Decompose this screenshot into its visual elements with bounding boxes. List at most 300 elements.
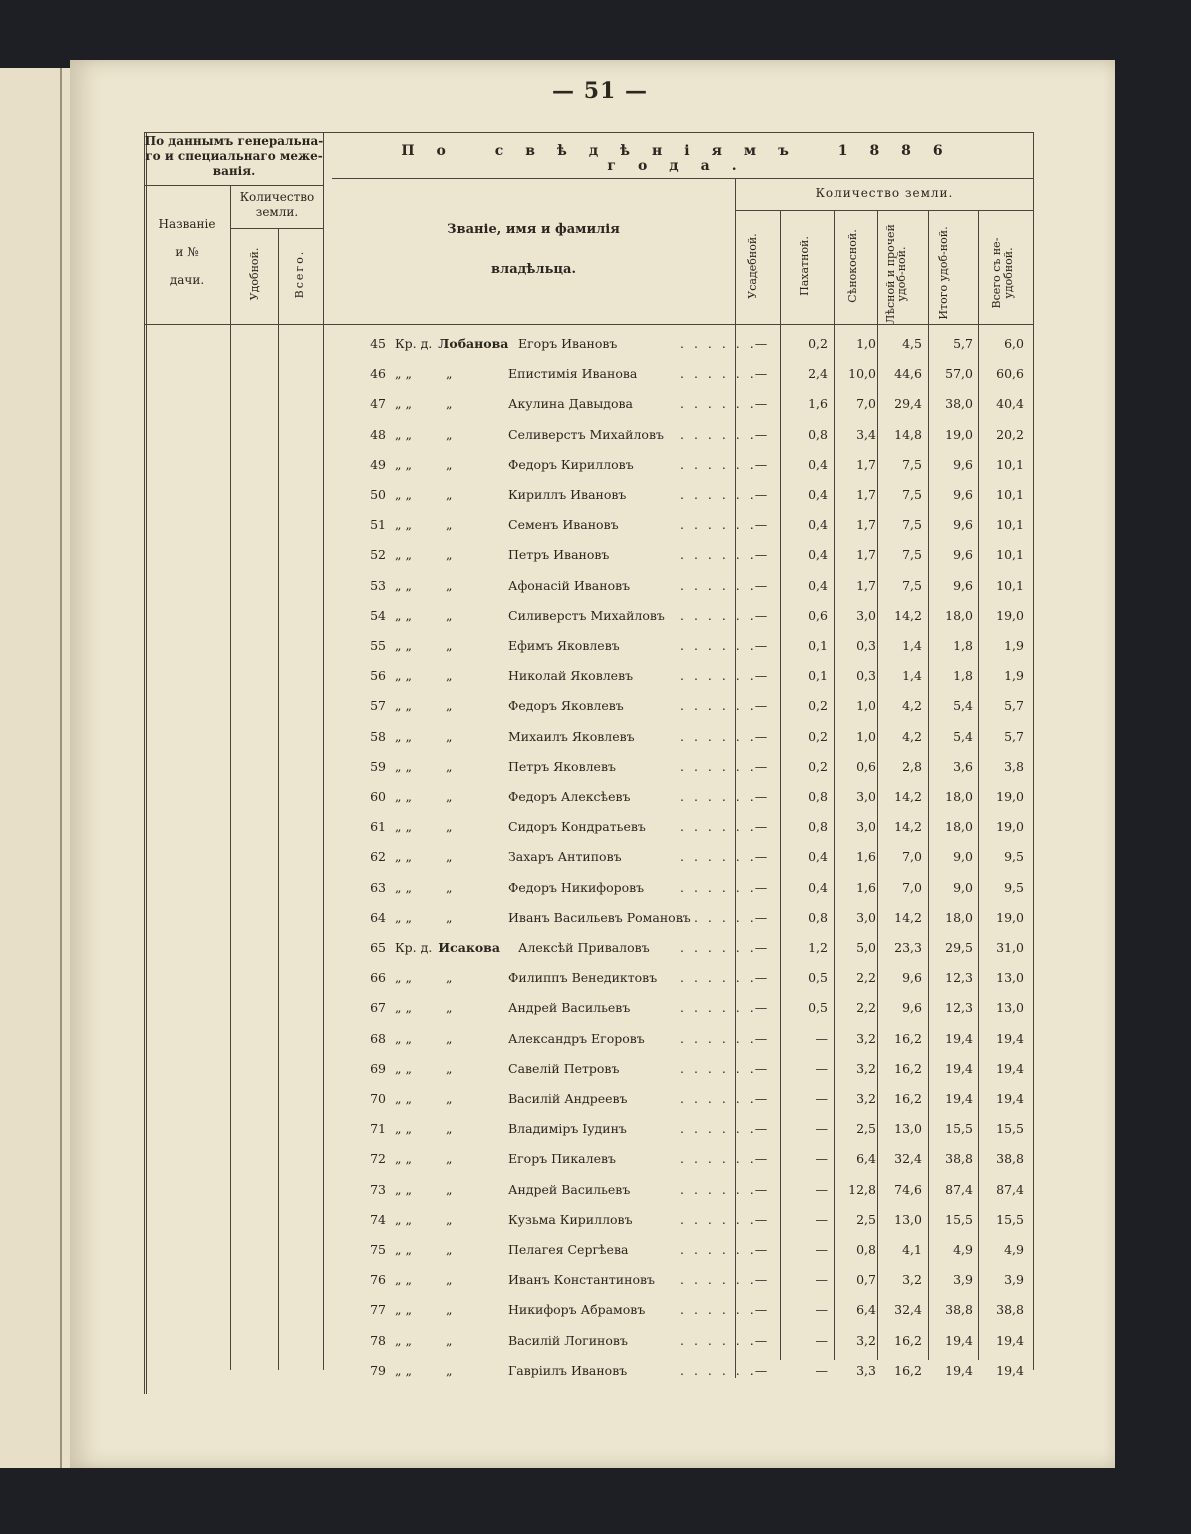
cell-l: 14,2 bbox=[894, 819, 922, 835]
cell-n: 75 bbox=[370, 1242, 386, 1257]
table-row bbox=[70, 753, 1115, 783]
cell-u: — bbox=[754, 668, 768, 684]
cell-i: 9,6 bbox=[953, 517, 973, 533]
village-text: „ bbox=[445, 638, 453, 653]
cell-p: — bbox=[815, 1302, 828, 1318]
cell-n: 57 bbox=[370, 698, 386, 714]
cell-name: Василій Андреевъ bbox=[508, 1091, 628, 1106]
leader-dots: . . . . . . bbox=[680, 1242, 757, 1257]
cell-p: 0,4 bbox=[808, 577, 828, 593]
owner-rank bbox=[395, 638, 505, 653]
leader-dots: . . . . . . bbox=[680, 1151, 757, 1167]
cell-name: Захаръ Антиповъ bbox=[508, 849, 622, 865]
owner-rank bbox=[395, 819, 505, 834]
cell-u: — bbox=[754, 396, 768, 412]
leader-dots: . . . . . . bbox=[680, 819, 757, 835]
cell-s: 6,4 bbox=[856, 1151, 876, 1167]
header-vsego: Всего. bbox=[293, 249, 306, 299]
cell-t: 19,0 bbox=[996, 909, 1024, 925]
village-text: „ bbox=[445, 1332, 453, 1348]
cell-name: Сидоръ Кондратьевъ bbox=[508, 819, 646, 835]
table-row bbox=[70, 1327, 1115, 1357]
cell-p: — bbox=[815, 1362, 828, 1378]
cell-u: — bbox=[754, 789, 768, 804]
rank-text: „ „ bbox=[395, 1302, 412, 1318]
rank-text: „ „ bbox=[395, 487, 412, 502]
document-page bbox=[70, 60, 1115, 1468]
cell-l: 4,1 bbox=[902, 1242, 922, 1257]
cell-n: 58 bbox=[370, 728, 386, 744]
cell-name: Епистимія Иванова bbox=[508, 366, 638, 382]
rank-text: „ „ bbox=[395, 789, 412, 804]
cell-t: 87,4 bbox=[996, 1181, 1024, 1197]
cell-i: 9,6 bbox=[953, 547, 973, 563]
cell-l: 9,6 bbox=[902, 970, 922, 986]
village-text: „ bbox=[445, 547, 453, 563]
rank-text: „ „ bbox=[395, 819, 412, 835]
cell-name: Михаилъ Яковлевъ bbox=[508, 728, 635, 744]
cell-n: 46 bbox=[370, 366, 386, 382]
cell-i: 57,0 bbox=[945, 366, 973, 382]
cell-i: 5,4 bbox=[953, 728, 973, 744]
cell-n: 74 bbox=[370, 1211, 386, 1227]
village-text: „ bbox=[445, 1151, 453, 1167]
cell-p: 0,4 bbox=[808, 849, 828, 865]
table-row bbox=[70, 330, 1115, 360]
owner-rank bbox=[395, 1363, 505, 1378]
owner-rank bbox=[395, 336, 509, 351]
owner-rank bbox=[395, 1121, 505, 1136]
table-row bbox=[70, 511, 1115, 541]
village-text: Лобанова bbox=[438, 336, 509, 351]
village-text: „ bbox=[445, 970, 453, 986]
cell-i: 18,0 bbox=[945, 789, 973, 804]
cell-name: Василій Логиновъ bbox=[508, 1332, 628, 1348]
header-qty-right: Количество земли. bbox=[815, 186, 954, 200]
cell-name: Федоръ Алексѣевъ bbox=[508, 789, 631, 804]
cell-s: 1,7 bbox=[856, 577, 876, 593]
rank-text: Кр. д. bbox=[395, 336, 433, 351]
rank-text: „ „ bbox=[395, 849, 412, 865]
cell-u: — bbox=[754, 577, 768, 593]
cell-i: 9,0 bbox=[953, 879, 973, 895]
cell-n: 73 bbox=[370, 1181, 386, 1197]
cell-s: 1,7 bbox=[856, 517, 876, 533]
cell-l: 74,6 bbox=[894, 1181, 922, 1197]
cell-name: Александръ Егоровъ bbox=[508, 1030, 645, 1046]
cell-t: 15,5 bbox=[996, 1211, 1024, 1227]
rank-text: „ „ bbox=[395, 1362, 412, 1378]
cell-u: — bbox=[754, 849, 768, 865]
cell-s: 10,0 bbox=[848, 366, 876, 382]
rank-text: „ „ bbox=[395, 1091, 412, 1106]
cell-s: 6,4 bbox=[856, 1302, 876, 1318]
cell-n: 62 bbox=[370, 849, 386, 865]
rank-text: „ „ bbox=[395, 1030, 412, 1046]
owner-rank bbox=[395, 1091, 505, 1106]
rank-text: „ „ bbox=[395, 607, 412, 623]
owner-rank bbox=[395, 427, 505, 442]
cell-i: 29,5 bbox=[945, 940, 973, 955]
cell-l: 4,5 bbox=[902, 336, 922, 351]
cell-t: 10,1 bbox=[996, 456, 1024, 472]
rank-text: „ „ bbox=[395, 668, 412, 684]
owner-rank bbox=[395, 608, 505, 623]
cell-name: Федоръ Кирилловъ bbox=[508, 456, 634, 472]
cell-p: 0,1 bbox=[808, 668, 828, 684]
cell-t: 9,5 bbox=[1004, 849, 1024, 865]
owner-rank bbox=[395, 668, 505, 683]
village-text: „ bbox=[445, 1362, 453, 1378]
cell-u: — bbox=[754, 1000, 768, 1016]
owner-rank bbox=[395, 1212, 505, 1227]
cell-l: 9,6 bbox=[902, 1000, 922, 1016]
rank-text: „ „ bbox=[395, 638, 412, 653]
cell-i: 38,8 bbox=[945, 1151, 973, 1167]
leader-dots: . . . . . . bbox=[680, 970, 757, 986]
owner-rank bbox=[395, 789, 505, 804]
table-row bbox=[70, 1296, 1115, 1326]
cell-name: Андрей Васильевъ bbox=[508, 1000, 631, 1016]
cell-i: 87,4 bbox=[945, 1181, 973, 1197]
cell-i: 18,0 bbox=[945, 909, 973, 925]
owner-rank bbox=[395, 1000, 505, 1015]
owner-rank bbox=[395, 1242, 505, 1257]
leader-dots: . . . . . . bbox=[680, 1000, 757, 1016]
cell-u: — bbox=[754, 638, 768, 653]
rank-text: „ „ bbox=[395, 698, 412, 714]
cell-i: 9,6 bbox=[953, 487, 973, 502]
cell-n: 65 bbox=[370, 940, 386, 955]
village-text: „ bbox=[445, 1121, 453, 1137]
cell-n: 48 bbox=[370, 426, 386, 442]
village-text: Исакова bbox=[438, 940, 500, 955]
cell-t: 19,4 bbox=[996, 1362, 1024, 1378]
cell-n: 66 bbox=[370, 970, 386, 986]
cell-t: 5,7 bbox=[1004, 698, 1024, 714]
cell-name: Кузьма Кирилловъ bbox=[508, 1211, 633, 1227]
cell-i: 3,9 bbox=[953, 1272, 973, 1288]
cell-p: — bbox=[815, 1272, 828, 1288]
leader-dots: . . . . . . bbox=[680, 607, 757, 623]
cell-n: 78 bbox=[370, 1332, 386, 1348]
cell-l: 3,2 bbox=[902, 1272, 922, 1288]
cell-name: Ефимъ Яковлевъ bbox=[508, 638, 620, 653]
cell-t: 1,9 bbox=[1004, 668, 1024, 684]
header-name-col: Названіе и № дачи. bbox=[158, 217, 216, 287]
cell-t: 19,0 bbox=[996, 789, 1024, 804]
cell-u: — bbox=[754, 336, 768, 351]
cell-l: 16,2 bbox=[894, 1332, 922, 1348]
village-text: „ bbox=[445, 1272, 453, 1288]
cell-s: 1,0 bbox=[856, 336, 876, 351]
cell-u: — bbox=[754, 1362, 768, 1378]
leader-dots: . . . . . . bbox=[680, 547, 757, 563]
cell-p: — bbox=[815, 1060, 828, 1076]
cell-n: 60 bbox=[370, 789, 386, 804]
cell-l: 7,5 bbox=[902, 517, 922, 533]
cell-n: 72 bbox=[370, 1151, 386, 1167]
village-text: „ bbox=[445, 366, 453, 382]
leader-dots: . . . . . . bbox=[680, 728, 757, 744]
leader-dots: . . . . . . bbox=[680, 577, 757, 593]
rank-text: „ „ bbox=[395, 1121, 412, 1137]
village-text: „ bbox=[445, 1211, 453, 1227]
header-col-usad: Усадебной. bbox=[746, 233, 759, 299]
cell-p: — bbox=[815, 1211, 828, 1227]
owner-rank bbox=[395, 1302, 505, 1317]
cell-u: — bbox=[754, 1060, 768, 1076]
cell-u: — bbox=[754, 547, 768, 563]
leader-dots: . . . . . . bbox=[680, 1121, 757, 1137]
cell-u: — bbox=[754, 1030, 768, 1046]
cell-u: — bbox=[754, 1211, 768, 1227]
cell-n: 64 bbox=[370, 909, 386, 925]
cell-l: 32,4 bbox=[894, 1302, 922, 1318]
rank-text: „ „ bbox=[395, 547, 412, 563]
cell-p: 0,1 bbox=[808, 638, 828, 653]
table-row bbox=[70, 481, 1115, 511]
cell-s: 2,5 bbox=[856, 1121, 876, 1137]
cell-n: 76 bbox=[370, 1272, 386, 1288]
cell-name: Петръ Яковлевъ bbox=[508, 758, 616, 774]
leader-dots: . . . . . . bbox=[680, 698, 757, 714]
cell-l: 1,4 bbox=[902, 668, 922, 684]
cell-name: Силиверстъ Михайловъ bbox=[508, 607, 665, 623]
rank-text: „ „ bbox=[395, 1332, 412, 1348]
table-row bbox=[70, 662, 1115, 692]
owner-rank bbox=[395, 578, 505, 593]
cell-u: — bbox=[754, 1151, 768, 1167]
rank-text: „ „ bbox=[395, 909, 412, 925]
rank-text: „ „ bbox=[395, 1060, 412, 1076]
cell-p: 0,2 bbox=[808, 336, 828, 351]
leader-dots: . . . . . . bbox=[680, 336, 757, 351]
cell-t: 4,9 bbox=[1004, 1242, 1024, 1257]
leader-dots: . . . . . . bbox=[680, 940, 757, 955]
cell-i: 19,0 bbox=[945, 426, 973, 442]
cell-u: — bbox=[754, 607, 768, 623]
cell-s: 2,2 bbox=[856, 970, 876, 986]
cell-l: 4,2 bbox=[902, 728, 922, 744]
cell-i: 19,4 bbox=[945, 1030, 973, 1046]
cell-i: 19,4 bbox=[945, 1362, 973, 1378]
cell-u: — bbox=[754, 426, 768, 442]
cell-l: 23,3 bbox=[894, 940, 922, 955]
header-col-vsego: Всего съ не-удобной. bbox=[990, 237, 1015, 309]
rank-text: „ „ bbox=[395, 1000, 412, 1016]
rank-text: „ „ bbox=[395, 396, 412, 412]
cell-l: 7,5 bbox=[902, 577, 922, 593]
cell-t: 1,9 bbox=[1004, 638, 1024, 653]
cell-u: — bbox=[754, 1332, 768, 1348]
table-row bbox=[70, 1025, 1115, 1055]
table-row bbox=[70, 904, 1115, 934]
cell-n: 47 bbox=[370, 396, 386, 412]
cell-t: 13,0 bbox=[996, 1000, 1024, 1016]
table-row bbox=[70, 602, 1115, 632]
table-row bbox=[70, 813, 1115, 843]
cell-p: 0,5 bbox=[808, 1000, 828, 1016]
leader-dots: . . . . . . bbox=[680, 517, 757, 533]
owner-rank bbox=[395, 457, 505, 472]
leader-dots: . . . . . . bbox=[680, 849, 757, 865]
cell-p: — bbox=[815, 1242, 828, 1257]
owner-rank bbox=[395, 729, 505, 744]
cell-p: 0,8 bbox=[808, 819, 828, 835]
cell-p: 1,6 bbox=[808, 396, 828, 412]
rank-text: „ „ bbox=[395, 517, 412, 533]
cell-i: 9,6 bbox=[953, 577, 973, 593]
cell-t: 19,4 bbox=[996, 1091, 1024, 1106]
village-text: „ bbox=[445, 1060, 453, 1076]
owner-rank bbox=[395, 849, 505, 864]
cell-p: — bbox=[815, 1030, 828, 1046]
cell-name: Николай Яковлевъ bbox=[508, 668, 634, 684]
cell-l: 16,2 bbox=[894, 1091, 922, 1106]
cell-u: — bbox=[754, 1121, 768, 1137]
cell-i: 9,6 bbox=[953, 456, 973, 472]
cell-p: 2,4 bbox=[808, 366, 828, 382]
cell-u: — bbox=[754, 1181, 768, 1197]
leader-dots: . . . . . . bbox=[680, 668, 757, 684]
cell-u: — bbox=[754, 517, 768, 533]
leader-dots: . . . . . . bbox=[680, 1272, 757, 1288]
cell-p: 0,2 bbox=[808, 728, 828, 744]
leader-dots: . . . . . . bbox=[680, 789, 757, 804]
cell-name: Андрей Васильевъ bbox=[508, 1181, 631, 1197]
cell-s: 0,3 bbox=[856, 668, 876, 684]
cell-n: 56 bbox=[370, 668, 386, 684]
village-text: „ bbox=[445, 879, 453, 895]
cell-u: — bbox=[754, 909, 768, 925]
cell-t: 13,0 bbox=[996, 970, 1024, 986]
village-text: „ bbox=[445, 426, 453, 442]
cell-p: 0,2 bbox=[808, 698, 828, 714]
cell-name: Афонасій Ивановъ bbox=[508, 577, 631, 593]
cell-n: 61 bbox=[370, 819, 386, 835]
table-row bbox=[70, 1145, 1115, 1175]
cell-t: 3,8 bbox=[1004, 758, 1024, 774]
table-row bbox=[70, 1206, 1115, 1236]
village-text: „ bbox=[445, 698, 453, 714]
cell-n: 77 bbox=[370, 1302, 386, 1318]
cell-t: 19,0 bbox=[996, 607, 1024, 623]
cell-s: 3,2 bbox=[856, 1332, 876, 1348]
cell-t: 38,8 bbox=[996, 1302, 1024, 1318]
owner-rank bbox=[395, 880, 505, 895]
cell-p: — bbox=[815, 1151, 828, 1167]
rank-text: „ „ bbox=[395, 577, 412, 593]
leader-dots: . . . . . . bbox=[680, 758, 757, 774]
table-row bbox=[70, 994, 1115, 1024]
owner-rank bbox=[395, 547, 505, 562]
village-text: „ bbox=[445, 668, 453, 684]
village-text: „ bbox=[445, 1000, 453, 1016]
rank-text: „ „ bbox=[395, 970, 412, 986]
village-text: „ bbox=[445, 909, 453, 925]
cell-i: 12,3 bbox=[945, 1000, 973, 1016]
owner-rank bbox=[395, 940, 505, 955]
rank-text: „ „ bbox=[395, 1272, 412, 1288]
header-col-itogo: Итого удоб-ной. bbox=[937, 226, 950, 320]
cell-s: 1,0 bbox=[856, 698, 876, 714]
cell-l: 16,2 bbox=[894, 1030, 922, 1046]
cell-s: 1,7 bbox=[856, 487, 876, 502]
cell-s: 1,6 bbox=[856, 879, 876, 895]
cell-p: — bbox=[815, 1332, 828, 1348]
table-row bbox=[70, 360, 1115, 390]
cell-i: 5,7 bbox=[953, 336, 973, 351]
cell-name: Савелій Петровъ bbox=[508, 1060, 620, 1076]
leader-dots: . . . . . . bbox=[680, 879, 757, 895]
cell-t: 19,4 bbox=[996, 1332, 1024, 1348]
leader-dots: . . . . . . bbox=[680, 456, 757, 472]
cell-n: 63 bbox=[370, 879, 386, 895]
cell-i: 5,4 bbox=[953, 698, 973, 714]
cell-t: 15,5 bbox=[996, 1121, 1024, 1137]
cell-t: 5,7 bbox=[1004, 728, 1024, 744]
cell-l: 13,0 bbox=[894, 1121, 922, 1137]
cell-l: 14,2 bbox=[894, 789, 922, 804]
cell-n: 52 bbox=[370, 547, 386, 563]
leader-dots: . . . . . . bbox=[680, 638, 757, 653]
leader-dots: . . . . . . bbox=[680, 396, 757, 412]
leader-dots: . . . . . . bbox=[680, 1181, 757, 1197]
village-text: „ bbox=[445, 396, 453, 412]
village-text: „ bbox=[445, 577, 453, 593]
cell-p: — bbox=[815, 1181, 828, 1197]
cell-u: — bbox=[754, 940, 768, 955]
village-text: „ bbox=[445, 1091, 453, 1106]
cell-p: 0,4 bbox=[808, 487, 828, 502]
cell-l: 16,2 bbox=[894, 1362, 922, 1378]
cell-l: 7,5 bbox=[902, 487, 922, 502]
cell-i: 1,8 bbox=[953, 668, 973, 684]
rank-text: „ „ bbox=[395, 366, 412, 382]
cell-s: 2,2 bbox=[856, 1000, 876, 1016]
cell-n: 45 bbox=[370, 336, 386, 351]
village-text: „ bbox=[445, 819, 453, 835]
cell-l: 7,5 bbox=[902, 547, 922, 563]
cell-s: 3,0 bbox=[856, 909, 876, 925]
cell-p: 0,8 bbox=[808, 789, 828, 804]
cell-l: 32,4 bbox=[894, 1151, 922, 1167]
cell-s: 0,3 bbox=[856, 638, 876, 653]
leader-dots: . . . . . . bbox=[680, 1362, 757, 1378]
village-text: „ bbox=[445, 1181, 453, 1197]
cell-s: 3,3 bbox=[856, 1362, 876, 1378]
cell-i: 19,4 bbox=[945, 1332, 973, 1348]
cell-s: 5,0 bbox=[856, 940, 876, 955]
cell-l: 7,0 bbox=[902, 879, 922, 895]
cell-i: 3,6 bbox=[953, 758, 973, 774]
cell-s: 1,6 bbox=[856, 849, 876, 865]
leader-dots: . . . . . . bbox=[680, 1302, 757, 1318]
cell-n: 53 bbox=[370, 577, 386, 593]
cell-t: 60,6 bbox=[996, 366, 1024, 382]
cell-l: 14,2 bbox=[894, 909, 922, 925]
cell-s: 1,0 bbox=[856, 728, 876, 744]
cell-i: 38,0 bbox=[945, 396, 973, 412]
village-text: „ bbox=[445, 456, 453, 472]
cell-p: 0,4 bbox=[808, 517, 828, 533]
owner-rank bbox=[395, 487, 505, 502]
cell-i: 4,9 bbox=[953, 1242, 973, 1257]
cell-p: 0,4 bbox=[808, 456, 828, 472]
cell-name: Гавріилъ Ивановъ bbox=[508, 1362, 628, 1378]
cell-name: Пелагея Сергѣева bbox=[508, 1242, 629, 1257]
